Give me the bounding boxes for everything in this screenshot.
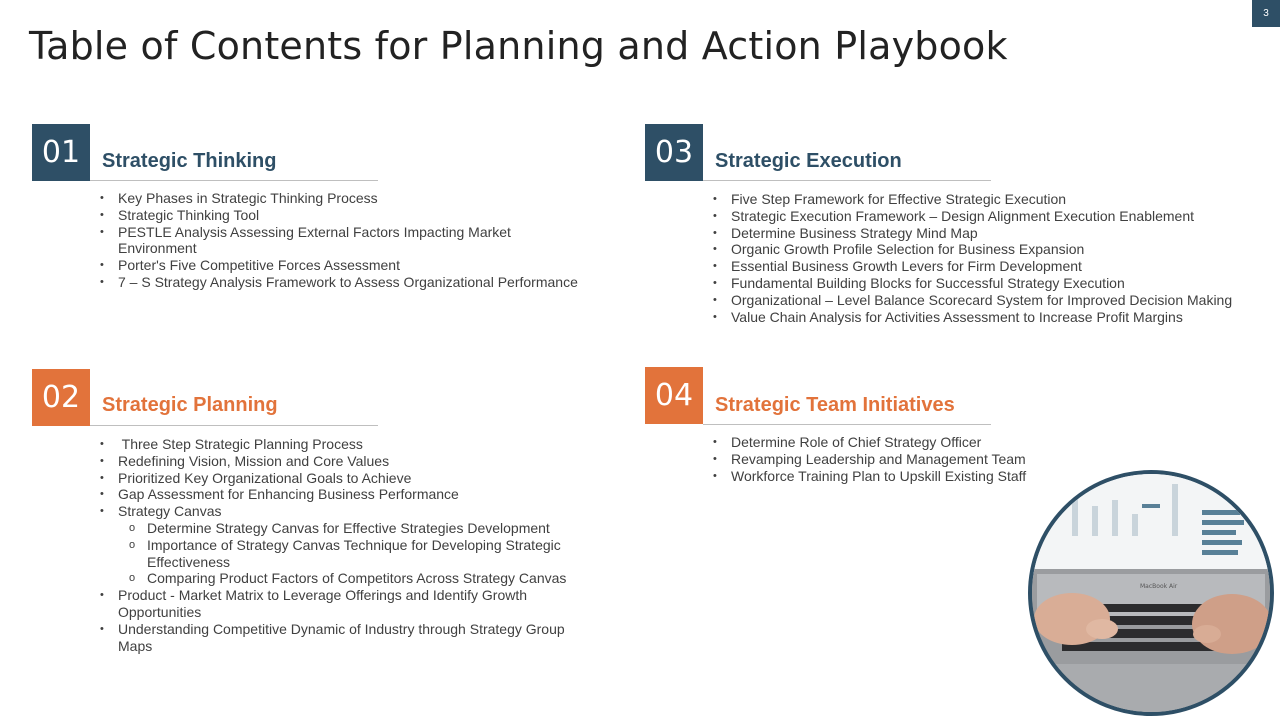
section-strategic-planning — [32, 369, 592, 669]
list-item: • Determine Role of Chief Strategy Officer — [713, 434, 982, 450]
bullet-icon: • — [100, 275, 104, 288]
section-number-badge: 04 — [645, 367, 703, 424]
sub-list-item: o Importance of Strategy Canvas Technique for Developing Strategic Effectiveness — [129, 536, 561, 570]
bullet-icon: • — [100, 192, 104, 204]
bullet-icon: • — [713, 469, 717, 482]
bullet-icon: • — [100, 259, 104, 272]
bullet-icon: • — [100, 488, 104, 501]
section-strategic-execution — [645, 124, 1265, 334]
bullet-icon: • — [713, 276, 717, 289]
bullet-icon: • — [100, 505, 104, 518]
bullet-icon: • — [713, 226, 717, 239]
section-heading: Strategic Execution — [715, 150, 902, 172]
bullet-icon: • — [713, 452, 717, 465]
bullet-icon: • — [100, 471, 104, 484]
list-item: • Fundamental Building Blocks for Successful Strategy Execution — [713, 274, 1125, 291]
section-item-list — [713, 191, 1261, 325]
bullet-icon: • — [100, 622, 104, 635]
section-heading: Strategic Team Initiatives — [715, 394, 955, 416]
list-item: • Redefining Vision, Mission and Core Values — [100, 452, 390, 469]
bullet-icon: • — [100, 208, 104, 221]
sub-bullet-icon: o — [129, 538, 136, 551]
list-item: • Strategy Canvas — [100, 503, 222, 520]
list-item: • Value Chain Analysis for Activities Assessment to Increase Profit Margins — [713, 308, 1183, 325]
list-item: • Prioritized Key Organizational Goals to Achieve — [100, 469, 412, 486]
section-heading: Strategic Thinking — [102, 150, 277, 172]
list-item: • Essential Business Growth Levers for Firm Development — [713, 258, 1082, 275]
section-divider — [90, 180, 378, 181]
sub-bullet-icon: o — [129, 521, 136, 534]
bullet-icon: • — [713, 243, 717, 256]
section-heading: Strategic Planning — [102, 394, 278, 416]
bullet-icon: • — [100, 589, 104, 602]
bullet-icon: • — [713, 310, 717, 323]
section-number-badge: 02 — [32, 369, 90, 426]
section-item-list — [100, 190, 588, 291]
bullet-icon: • — [713, 193, 717, 205]
laptop-typing-illustration — [1032, 474, 1270, 712]
list-item: • Organic Growth Profile Selection for Business Expansion — [713, 241, 1085, 258]
sub-list-item: o Determine Strategy Canvas for Effective Strategies Development — [129, 519, 550, 536]
list-item: • Strategic Execution Framework – Design Alignment Execution Enablement — [713, 207, 1195, 224]
list-item: • Three Step Strategic Planning Process — [100, 436, 363, 452]
page-number: 3 — [1252, 0, 1280, 27]
laptop-photo — [1028, 470, 1274, 716]
section-item-list — [713, 434, 1131, 484]
list-item: • 7 – S Strategy Analysis Framework to Assess Organizational Performance — [100, 273, 578, 290]
list-item: • Revamping Leadership and Management Team — [713, 450, 1026, 467]
section-strategic-thinking — [32, 124, 592, 304]
page-title: Table of Contents for Planning and Action Playbook — [29, 24, 1008, 68]
bullet-icon: • — [713, 436, 717, 448]
section-number-badge: 03 — [645, 124, 703, 181]
bullet-icon: • — [713, 209, 717, 222]
list-item: • Workforce Training Plan to Upskill Existing Staff — [713, 467, 1027, 484]
list-item: • Key Phases in Strategic Thinking Process — [100, 190, 378, 206]
bullet-icon: • — [100, 454, 104, 467]
section-divider — [90, 425, 378, 426]
list-item: • Product - Market Matrix to Leverage Offerings and Identify Growth Opportunities — [100, 587, 528, 620]
list-item: • Gap Assessment for Enhancing Business Performance — [100, 486, 459, 503]
section-divider — [703, 180, 991, 181]
list-item: • Determine Business Strategy Mind Map — [713, 224, 978, 241]
list-item: • Understanding Competitive Dynamic of Industry through Strategy Group Maps — [100, 620, 565, 654]
bullet-icon: • — [713, 293, 717, 306]
list-item: • PESTLE Analysis Assessing External Factors Impacting Market Environment — [100, 223, 511, 257]
section-divider — [703, 424, 991, 425]
sub-list-item: o Comparing Product Factors of Competitors Across Strategy Canvas — [129, 570, 567, 587]
svg-text:MacBook Air: MacBook Air — [1140, 583, 1178, 590]
bullet-icon: • — [100, 438, 104, 450]
list-item: • Five Step Framework for Effective Strategic Execution — [713, 191, 1067, 207]
bullet-icon: • — [100, 225, 104, 238]
sub-bullet-icon: o — [129, 572, 136, 585]
list-item: • Strategic Thinking Tool — [100, 206, 260, 223]
section-number-badge: 01 — [32, 124, 90, 181]
list-item: • Porter's Five Competitive Forces Assessment — [100, 257, 400, 274]
bullet-icon: • — [713, 260, 717, 273]
list-item: • Organizational – Level Balance Scorecard System for Improved Decision Making — [713, 291, 1233, 308]
section-item-list — [100, 436, 588, 654]
